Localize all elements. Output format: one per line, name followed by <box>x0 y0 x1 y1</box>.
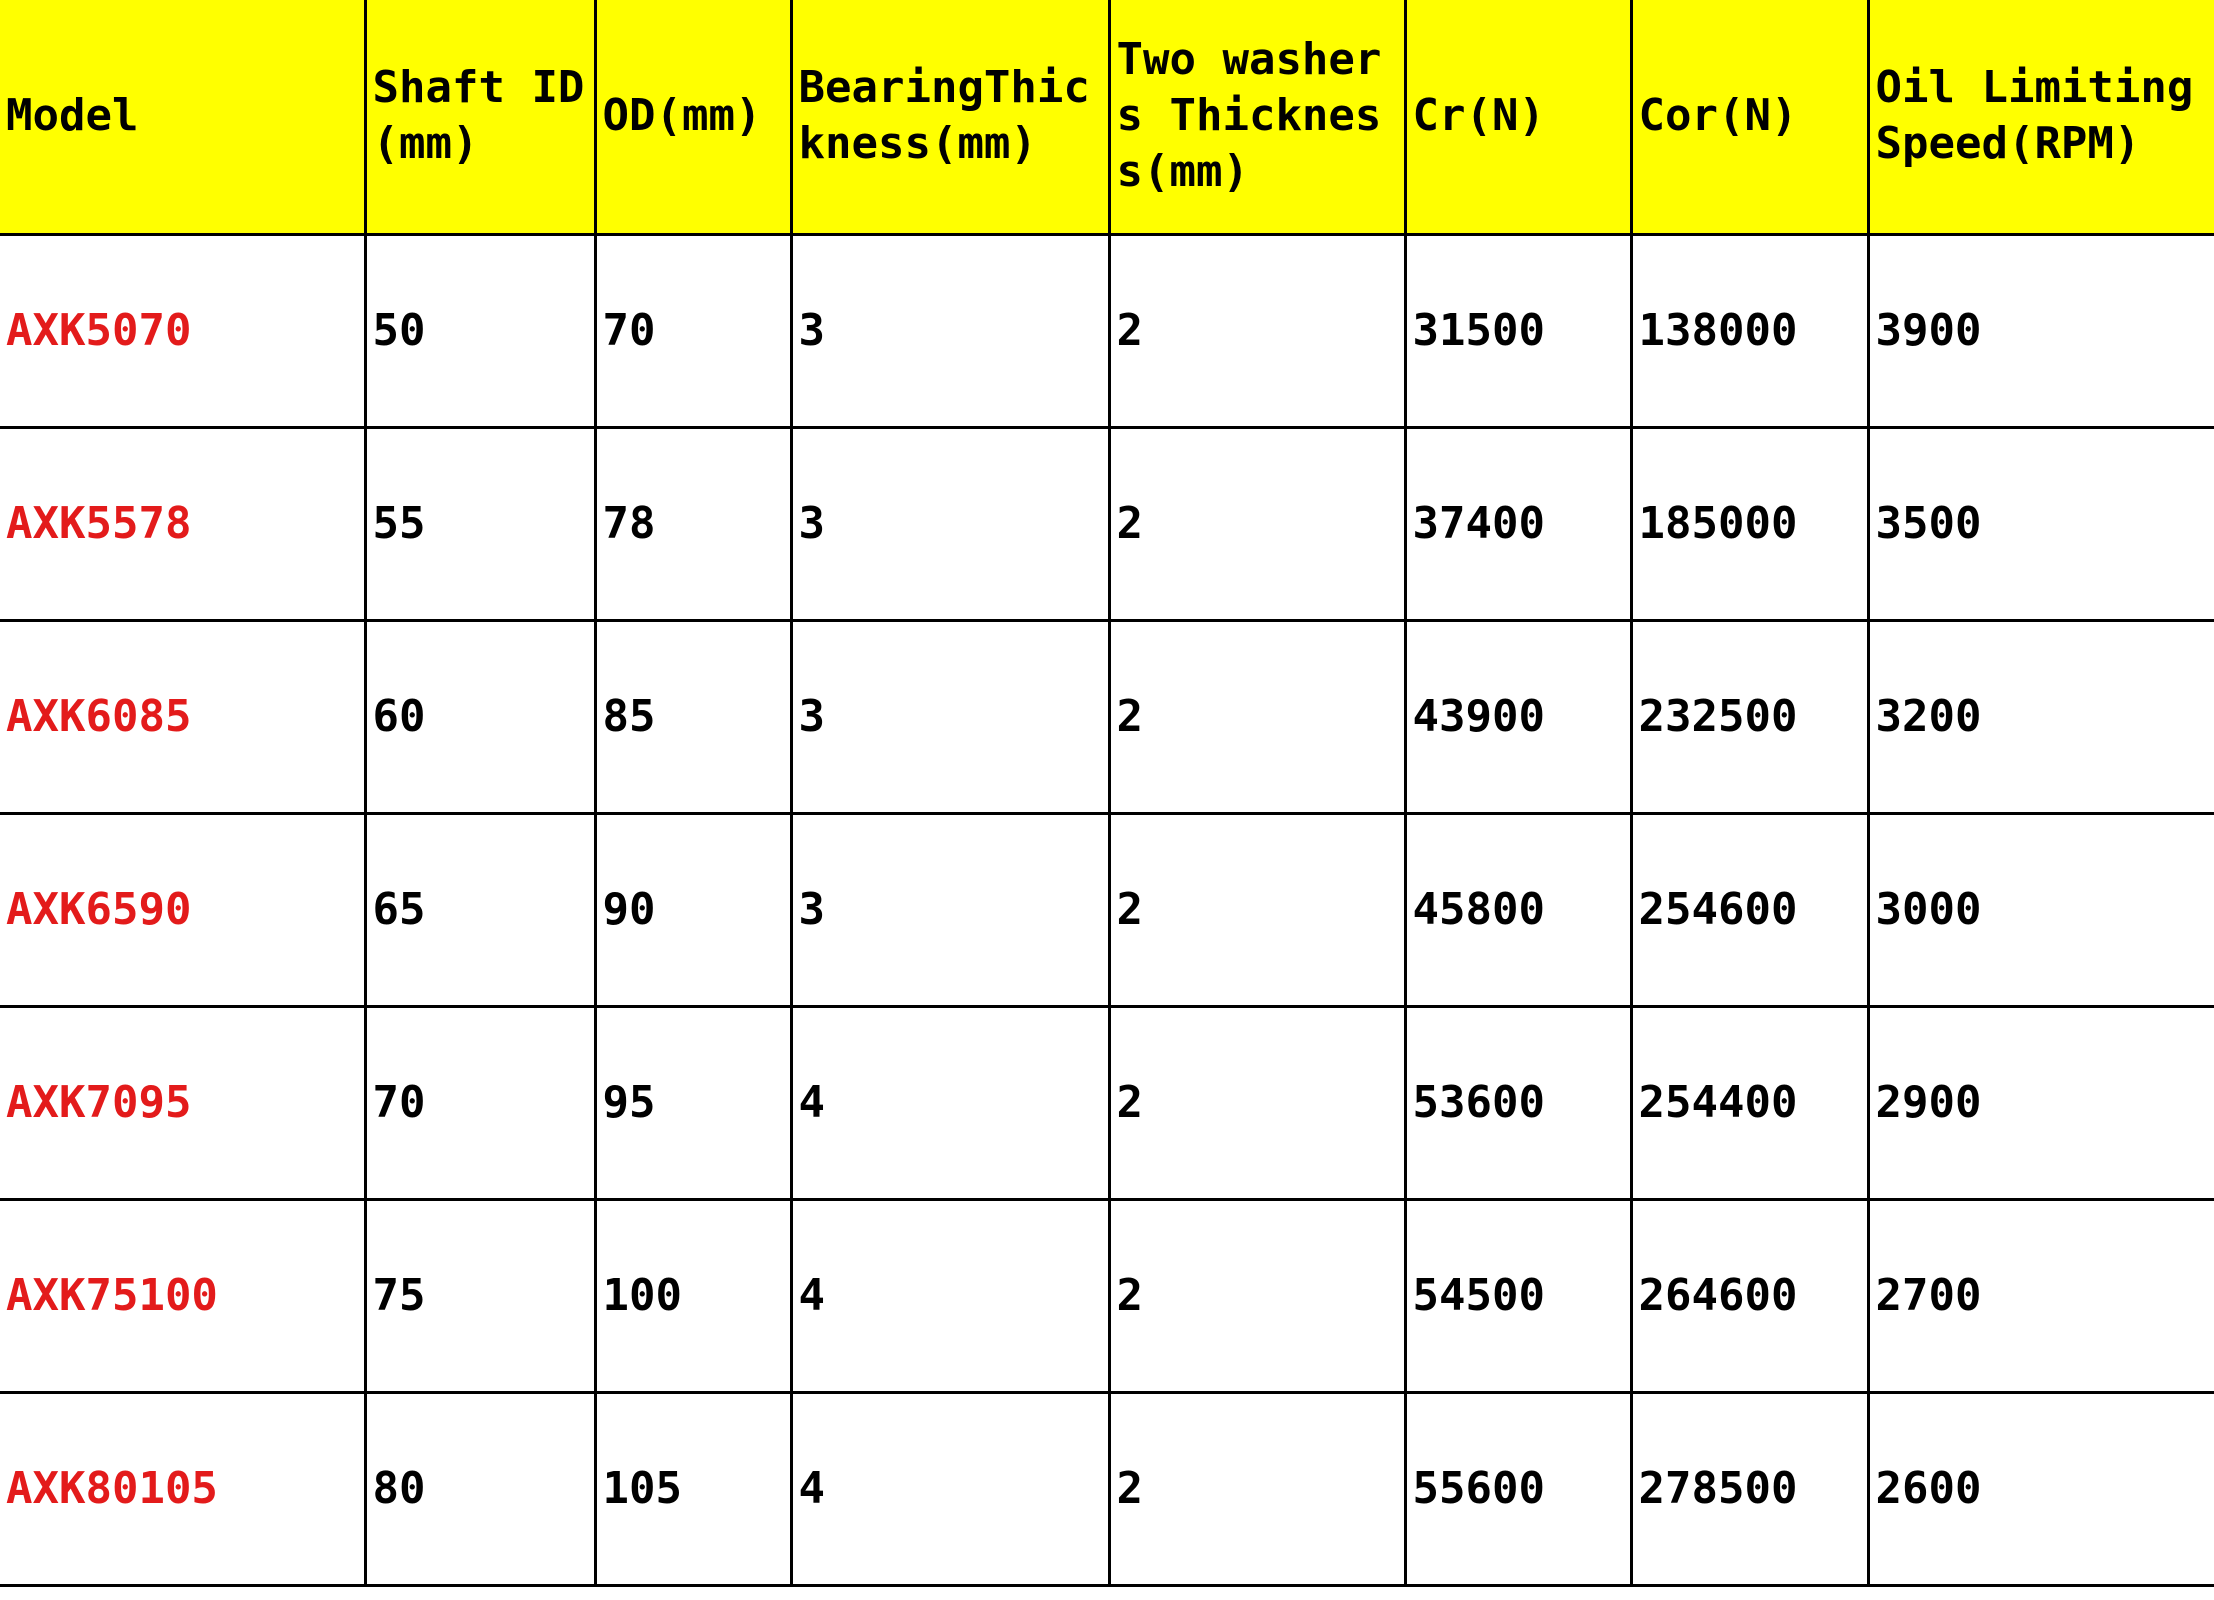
od-cell: 85 <box>595 620 791 813</box>
column-header-shaft-id: Shaft ID(mm) <box>365 0 595 234</box>
cr-cell: 37400 <box>1405 427 1631 620</box>
od-cell: 78 <box>595 427 791 620</box>
bearing-thickness-cell: 4 <box>791 1392 1109 1585</box>
oil-limiting-speed-cell: 3500 <box>1868 427 2214 620</box>
column-header-washers-thickness: Two washers Thickness(mm) <box>1109 0 1405 234</box>
model-cell: AXK7095 <box>0 1006 365 1199</box>
column-header-oil-limiting-speed: Oil Limiting Speed(RPM) <box>1868 0 2214 234</box>
od-cell: 105 <box>595 1392 791 1585</box>
bearing-thickness-cell: 3 <box>791 234 1109 427</box>
cor-cell: 254400 <box>1631 1006 1868 1199</box>
table-body <box>0 234 2214 1585</box>
table-row <box>0 234 2214 427</box>
column-header-cor: Cor(N) <box>1631 0 1868 234</box>
cr-cell: 45800 <box>1405 813 1631 1006</box>
shaft-id-cell: 65 <box>365 813 595 1006</box>
oil-limiting-speed-cell: 2600 <box>1868 1392 2214 1585</box>
cor-cell: 185000 <box>1631 427 1868 620</box>
od-cell: 95 <box>595 1006 791 1199</box>
model-cell: AXK6590 <box>0 813 365 1006</box>
column-header-bearing-thickness: BearingThickness(mm) <box>791 0 1109 234</box>
model-cell: AXK75100 <box>0 1199 365 1392</box>
washers-thickness-cell: 2 <box>1109 1006 1405 1199</box>
oil-limiting-speed-cell: 3000 <box>1868 813 2214 1006</box>
shaft-id-cell: 55 <box>365 427 595 620</box>
table-row <box>0 427 2214 620</box>
column-header-od: OD(mm) <box>595 0 791 234</box>
od-cell: 100 <box>595 1199 791 1392</box>
header-row <box>0 0 2214 234</box>
bearing-thickness-cell: 4 <box>791 1199 1109 1392</box>
oil-limiting-speed-cell: 2900 <box>1868 1006 2214 1199</box>
shaft-id-cell: 70 <box>365 1006 595 1199</box>
model-cell: AXK6085 <box>0 620 365 813</box>
model-cell: AXK80105 <box>0 1392 365 1585</box>
table-header <box>0 0 2214 234</box>
shaft-id-cell: 75 <box>365 1199 595 1392</box>
bearing-thickness-cell: 3 <box>791 427 1109 620</box>
bearing-thickness-cell: 3 <box>791 813 1109 1006</box>
washers-thickness-cell: 2 <box>1109 1392 1405 1585</box>
table-row <box>0 1392 2214 1585</box>
shaft-id-cell: 80 <box>365 1392 595 1585</box>
cor-cell: 264600 <box>1631 1199 1868 1392</box>
shaft-id-cell: 50 <box>365 234 595 427</box>
bearing-thickness-cell: 3 <box>791 620 1109 813</box>
shaft-id-cell: 60 <box>365 620 595 813</box>
oil-limiting-speed-cell: 3200 <box>1868 620 2214 813</box>
cor-cell: 138000 <box>1631 234 1868 427</box>
oil-limiting-speed-cell: 3900 <box>1868 234 2214 427</box>
bearing-thickness-cell: 4 <box>791 1006 1109 1199</box>
cr-cell: 43900 <box>1405 620 1631 813</box>
cr-cell: 53600 <box>1405 1006 1631 1199</box>
washers-thickness-cell: 2 <box>1109 813 1405 1006</box>
cor-cell: 278500 <box>1631 1392 1868 1585</box>
table-row <box>0 1006 2214 1199</box>
model-cell: AXK5578 <box>0 427 365 620</box>
oil-limiting-speed-cell: 2700 <box>1868 1199 2214 1392</box>
table-row <box>0 1199 2214 1392</box>
column-header-cr: Cr(N) <box>1405 0 1631 234</box>
cr-cell: 55600 <box>1405 1392 1631 1585</box>
cr-cell: 54500 <box>1405 1199 1631 1392</box>
model-cell: AXK5070 <box>0 234 365 427</box>
cr-cell: 31500 <box>1405 234 1631 427</box>
cor-cell: 254600 <box>1631 813 1868 1006</box>
washers-thickness-cell: 2 <box>1109 1199 1405 1392</box>
cor-cell: 232500 <box>1631 620 1868 813</box>
washers-thickness-cell: 2 <box>1109 620 1405 813</box>
table-row <box>0 813 2214 1006</box>
washers-thickness-cell: 2 <box>1109 234 1405 427</box>
od-cell: 90 <box>595 813 791 1006</box>
column-header-model: Model <box>0 0 365 234</box>
od-cell: 70 <box>595 234 791 427</box>
washers-thickness-cell: 2 <box>1109 427 1405 620</box>
table-row <box>0 620 2214 813</box>
